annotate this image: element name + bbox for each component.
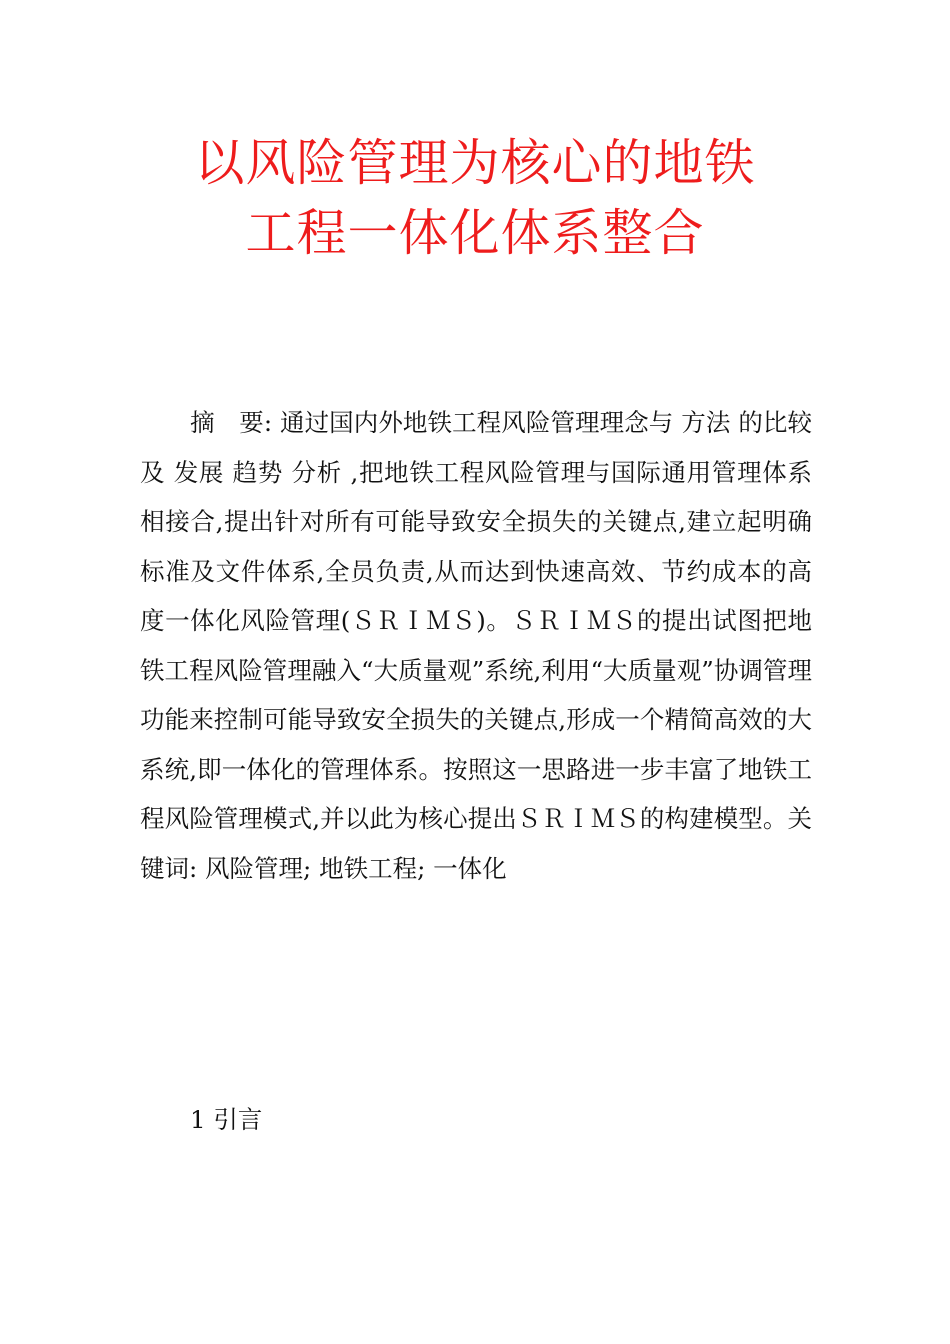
title-line-1: 以风险管理为核心的地铁 — [194, 134, 756, 192]
document-title — [80, 128, 870, 268]
section-heading-introduction: 1 引言 — [190, 1105, 263, 1134]
abstract-paragraph — [140, 398, 812, 893]
title-line-2: 工程一体化体系整合 — [245, 204, 705, 262]
abstract-text: 摘 要: 通过国内外地铁工程风险管理理念与 方法 的比较及 发展 趋势 分析 ,把地铁工程风险管理与国际通用管理体系相接合,提出针对所有可能导致安全损失的关键点,建立起明确标准及文件体系,全员负责,从而达到快速高效、节约成本的高度一体化风险管理(ＳＲＩＭＳ)。ＳＲＩＭＳ的提出试图把地铁工程风险管理融入“大质量观”系统,利用“大质量观”协调管理功能来控制可能导致安全损失的关键点,形成一个精简高效的大系统,即一体化的管理体系。按照这一思路进一步丰富了地铁工程风险管理模式,并以此为核心提出ＳＲＩＭＳ的构建模型。关键词: 风险管理; 地铁工程; 一体化 — [140, 408, 812, 883]
